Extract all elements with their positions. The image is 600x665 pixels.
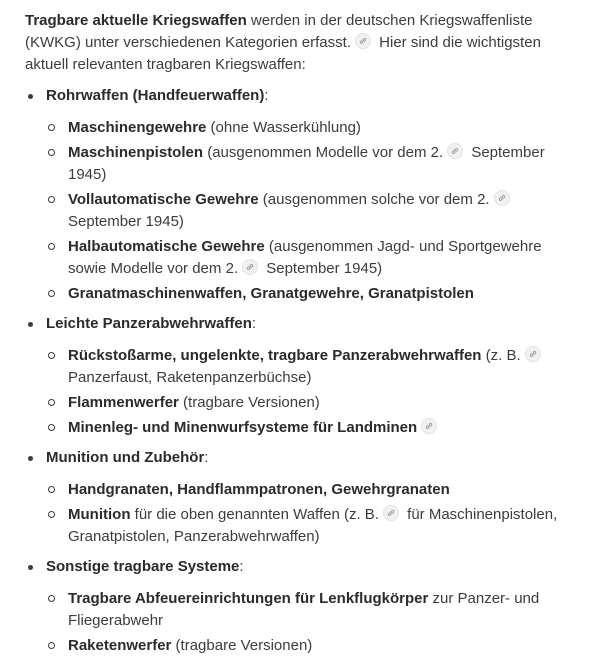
category-item <box>25 313 565 439</box>
item-text: September 1945) <box>68 213 184 230</box>
item-bold-text: Vollautomatische Gewehre <box>68 191 259 208</box>
item-bold-text: Halbautomatische Gewehre <box>68 238 265 255</box>
item-text: (z. B. <box>481 347 521 364</box>
item-text: : <box>239 558 244 575</box>
intro-text: werden in der deutschen Kriegswaffenliste (KWKG) unter verschiedenen Kategorien erfasst. <box>25 12 533 51</box>
intro-text-2: Hier sind die wichtigsten aktuell relevanten tragbaren Kriegswaffen: <box>25 34 541 73</box>
list-item <box>46 189 565 233</box>
link-icon[interactable] <box>525 346 541 362</box>
item-text: (ausgenommen Jagd- und Sportgewehre sowie Modelle vor dem 2. <box>68 238 542 277</box>
category-item <box>25 556 565 657</box>
document <box>25 10 565 665</box>
category-item <box>25 85 565 305</box>
item-text: für Maschinenpistolen, Granatpistolen, Panzerabwehrwaffen) <box>68 506 558 545</box>
item-bold-text: Granatmaschinenwaffen, Granatgewehre, Granatpistolen <box>68 285 474 302</box>
category-title: Munition und Zubehör <box>46 449 205 466</box>
sub-list <box>46 117 565 305</box>
item-bold-text: Rückstoßarme, ungelenkte, tragbare Panzerabwehrwaffen <box>68 347 482 364</box>
list-item <box>46 345 565 389</box>
item-bold-text: Maschinenpistolen <box>68 144 204 161</box>
intro-bold: Tragbare aktuelle Kriegswaffen <box>25 12 247 29</box>
item-bold-text: Raketenwerfer <box>68 637 172 654</box>
item-bold-text: Maschinengewehre <box>68 119 207 136</box>
link-icon[interactable] <box>421 418 437 434</box>
list-item <box>46 283 565 305</box>
item-text: zur Panzer- und Fliegerabwehr <box>68 590 540 629</box>
list-item <box>46 588 565 632</box>
list-item <box>46 479 565 501</box>
item-text: : <box>264 87 269 104</box>
item-text: September 1945) <box>262 260 383 277</box>
category-title: Leichte Panzerabwehrwaffen <box>46 315 252 332</box>
list-item <box>46 117 565 139</box>
item-bold-text: Handgranaten, Handflammpatronen, Gewehrgranaten <box>68 481 450 498</box>
link-icon[interactable] <box>383 505 399 521</box>
item-text: für die oben genannten Waffen (z. B. <box>130 506 379 523</box>
item-bold-text: Flammenwerfer <box>68 394 179 411</box>
item-text: (ohne Wasserkühlung) <box>206 119 361 136</box>
item-text: (ausgenommen Modelle vor dem 2. <box>203 144 444 161</box>
link-icon[interactable] <box>242 259 258 275</box>
item-text: : <box>251 315 257 332</box>
link-icon[interactable] <box>494 190 510 206</box>
list-item <box>46 236 565 280</box>
item-text: September 1945) <box>68 144 545 183</box>
list-item <box>46 504 565 548</box>
item-text: (tragbare Versionen) <box>178 394 320 411</box>
item-bold-text: Munition <box>68 506 131 523</box>
link-icon[interactable] <box>447 143 463 159</box>
list-item <box>46 142 565 186</box>
sub-list <box>46 479 565 548</box>
category-item <box>25 447 565 548</box>
category-list <box>25 85 565 657</box>
intro-paragraph <box>25 10 565 76</box>
item-bold-text: Tragbare Abfeuereinrichtungen für Lenkflugkörper <box>68 590 429 607</box>
item-text: : <box>204 449 209 466</box>
list-item <box>46 392 565 414</box>
link-icon[interactable] <box>355 33 371 49</box>
sub-list <box>46 345 565 439</box>
list-item <box>46 635 565 657</box>
item-text: (tragbare Versionen) <box>171 637 313 654</box>
list-item <box>46 417 565 439</box>
sub-list <box>46 588 565 657</box>
item-bold-text: Minenleg- und Minenwurfsysteme für Landminen <box>68 419 418 436</box>
item-text: (ausgenommen solche vor dem 2. <box>258 191 490 208</box>
category-title: Sonstige tragbare Systeme <box>46 558 240 575</box>
category-title: Rohrwaffen (Handfeuerwaffen) <box>46 87 265 104</box>
item-text: Panzerfaust, Raketenpanzerbüchse) <box>68 369 312 386</box>
